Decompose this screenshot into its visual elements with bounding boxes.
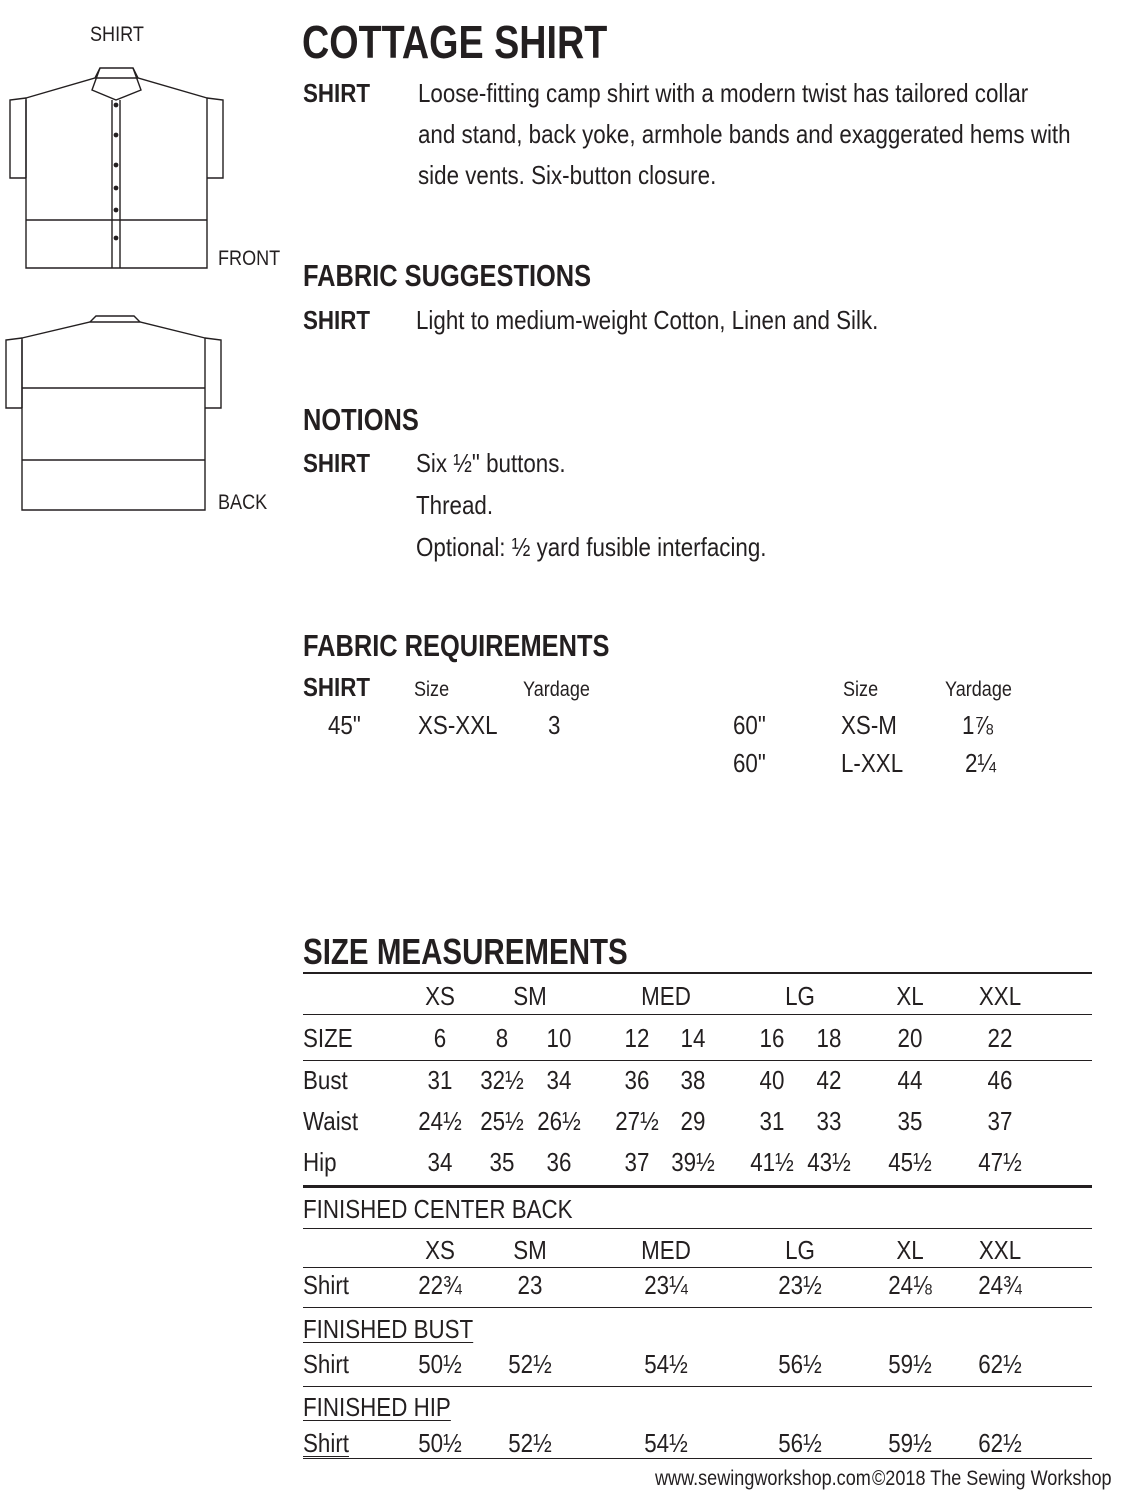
fabric-suggestions-heading: FABRIC SUGGESTIONS <box>303 258 592 293</box>
row-label: Bust <box>303 1065 348 1095</box>
table-cell: 24½ <box>418 1106 462 1136</box>
fabric-width: 60" <box>733 710 766 740</box>
table-cell: 37 <box>624 1147 650 1177</box>
table-rule <box>303 1386 1092 1387</box>
table-rule <box>303 1267 1092 1268</box>
table-cell: 32½ <box>480 1065 524 1095</box>
table-cell: 10 <box>546 1023 572 1053</box>
row-label: Waist <box>303 1106 359 1136</box>
table-rule <box>303 1307 1092 1308</box>
size-group: MED <box>641 1235 691 1265</box>
table-cell: 23¼ <box>644 1270 688 1300</box>
description-line: Loose-fitting camp shirt with a modern twist has tailored collar <box>418 78 1029 108</box>
table-row <box>303 1270 1092 1300</box>
table-cell: 23 <box>517 1270 543 1300</box>
table-row <box>303 1428 1092 1458</box>
table-cell: 52½ <box>508 1349 552 1379</box>
table-row <box>303 1065 1092 1095</box>
table-cell: 35 <box>897 1106 923 1136</box>
size-group: LG <box>785 981 815 1011</box>
table-cell: 41½ <box>750 1147 794 1177</box>
table-cell: 16 <box>759 1023 785 1053</box>
size-header: Size <box>414 678 450 701</box>
finished-center-back-heading: FINISHED CENTER BACK <box>303 1194 573 1224</box>
description-label: SHIRT <box>303 78 371 108</box>
row-label: Shirt <box>303 1270 349 1300</box>
table-cell: 34 <box>546 1065 572 1095</box>
notions-item: Six ½" buttons. <box>416 448 566 478</box>
notions-label: SHIRT <box>303 448 371 478</box>
size-group: XL <box>896 981 924 1011</box>
table-cell: 56½ <box>778 1349 822 1379</box>
table-row <box>303 1349 1092 1379</box>
fabric-yardage: 1⅞ <box>962 710 994 740</box>
table-cell: 50½ <box>418 1428 462 1458</box>
table-row <box>303 1023 1092 1053</box>
notions-heading: NOTIONS <box>303 402 419 437</box>
table-cell: 8 <box>495 1023 509 1053</box>
front-label: FRONT <box>218 247 281 270</box>
table-cell: 29 <box>680 1106 706 1136</box>
yardage-header: Yardage <box>945 678 1012 701</box>
page-title: COTTAGE SHIRT <box>302 16 608 68</box>
fabric-size: XS-XXL <box>418 710 498 740</box>
table-cell: 36 <box>546 1147 572 1177</box>
table-cell: 50½ <box>418 1349 462 1379</box>
table-cell: 20 <box>897 1023 923 1053</box>
fabric-requirements-label: SHIRT <box>303 672 371 702</box>
size-group: LG <box>785 1235 815 1265</box>
size-group-row <box>303 1235 1092 1265</box>
table-cell: 39½ <box>671 1147 715 1177</box>
table-cell: 59½ <box>888 1428 932 1458</box>
notions-item: Thread. <box>416 490 494 520</box>
table-row <box>303 1106 1092 1136</box>
fabric-width: 60" <box>733 748 766 778</box>
row-label: Shirt <box>303 1428 349 1458</box>
size-group: XS <box>425 981 455 1011</box>
size-group: XXL <box>978 981 1022 1011</box>
notions-item: Optional: ½ yard fusible interfacing. <box>416 532 767 562</box>
table-cell: 25½ <box>480 1106 524 1136</box>
table-cell: 47½ <box>978 1147 1022 1177</box>
table-rule <box>303 972 1092 974</box>
table-cell: 24¾ <box>978 1270 1022 1300</box>
table-cell: 37 <box>987 1106 1013 1136</box>
table-cell: 26½ <box>537 1106 581 1136</box>
size-group: XS <box>425 1235 455 1265</box>
table-cell: 62½ <box>978 1349 1022 1379</box>
table-cell: 43½ <box>807 1147 851 1177</box>
table-cell: 40 <box>759 1065 785 1095</box>
table-cell: 54½ <box>644 1349 688 1379</box>
fabric-size: XS-M <box>841 710 897 740</box>
footer-copyright: ©2018 The Sewing Workshop <box>872 1467 1112 1490</box>
table-cell: 46 <box>987 1065 1013 1095</box>
table-cell: 34 <box>427 1147 453 1177</box>
fabric-yardage: 2¼ <box>965 748 997 778</box>
table-rule <box>303 1185 1092 1188</box>
size-header: Size <box>843 678 879 701</box>
table-cell: 52½ <box>508 1428 552 1458</box>
table-rule <box>303 1228 1092 1229</box>
finished-hip-heading: FINISHED HIP <box>303 1392 451 1422</box>
table-cell: 12 <box>624 1023 650 1053</box>
size-group: XXL <box>978 1235 1022 1265</box>
table-cell: 62½ <box>978 1428 1022 1458</box>
fabric-yardage: 3 <box>548 710 561 740</box>
row-label: SIZE <box>303 1023 353 1053</box>
row-label: Hip <box>303 1147 337 1177</box>
fabric-width: 45" <box>328 710 361 740</box>
table-cell: 56½ <box>778 1428 822 1458</box>
fabric-suggestions-text: Light to medium-weight Cotton, Linen and Silk. <box>416 305 879 335</box>
table-cell: 23½ <box>778 1270 822 1300</box>
table-cell: 33 <box>816 1106 842 1136</box>
size-group-row <box>303 981 1092 1011</box>
fabric-size: L-XXL <box>841 748 904 778</box>
illustration-heading: SHIRT <box>90 23 144 46</box>
table-cell: 22 <box>987 1023 1013 1053</box>
table-cell: 14 <box>680 1023 706 1053</box>
table-cell: 31 <box>759 1106 785 1136</box>
yardage-header: Yardage <box>523 678 590 701</box>
table-cell: 38 <box>680 1065 706 1095</box>
size-group: SM <box>513 981 547 1011</box>
table-cell: 27½ <box>615 1106 659 1136</box>
fabric-requirements-heading: FABRIC REQUIREMENTS <box>303 628 610 663</box>
size-group: SM <box>513 1235 547 1265</box>
table-cell: 45½ <box>888 1147 932 1177</box>
table-cell: 22¾ <box>418 1270 462 1300</box>
size-group: MED <box>641 981 691 1011</box>
table-rule <box>303 1060 1092 1061</box>
table-rule <box>303 1014 1092 1015</box>
table-cell: 35 <box>489 1147 515 1177</box>
table-cell: 54½ <box>644 1428 688 1458</box>
table-cell: 59½ <box>888 1349 932 1379</box>
description-line: side vents. Six-button closure. <box>418 160 717 190</box>
finished-bust-heading: FINISHED BUST <box>303 1314 474 1344</box>
table-cell: 42 <box>816 1065 842 1095</box>
row-label: Shirt <box>303 1349 349 1379</box>
footer-website[interactable]: www.sewingworkshop.com <box>655 1467 871 1490</box>
table-cell: 31 <box>427 1065 453 1095</box>
size-measurements-heading: SIZE MEASUREMENTS <box>303 931 628 972</box>
table-cell: 24⅛ <box>888 1270 932 1300</box>
table-rule <box>303 1458 1092 1459</box>
table-row <box>303 1147 1092 1177</box>
description-line: and stand, back yoke, armhole bands and exaggerated hems with <box>418 119 1071 149</box>
table-cell: 6 <box>433 1023 447 1053</box>
table-cell: 18 <box>816 1023 842 1053</box>
size-group: XL <box>896 1235 924 1265</box>
table-cell: 36 <box>624 1065 650 1095</box>
fabric-suggestions-label: SHIRT <box>303 305 371 335</box>
back-label: BACK <box>218 491 268 514</box>
table-cell: 44 <box>897 1065 923 1095</box>
